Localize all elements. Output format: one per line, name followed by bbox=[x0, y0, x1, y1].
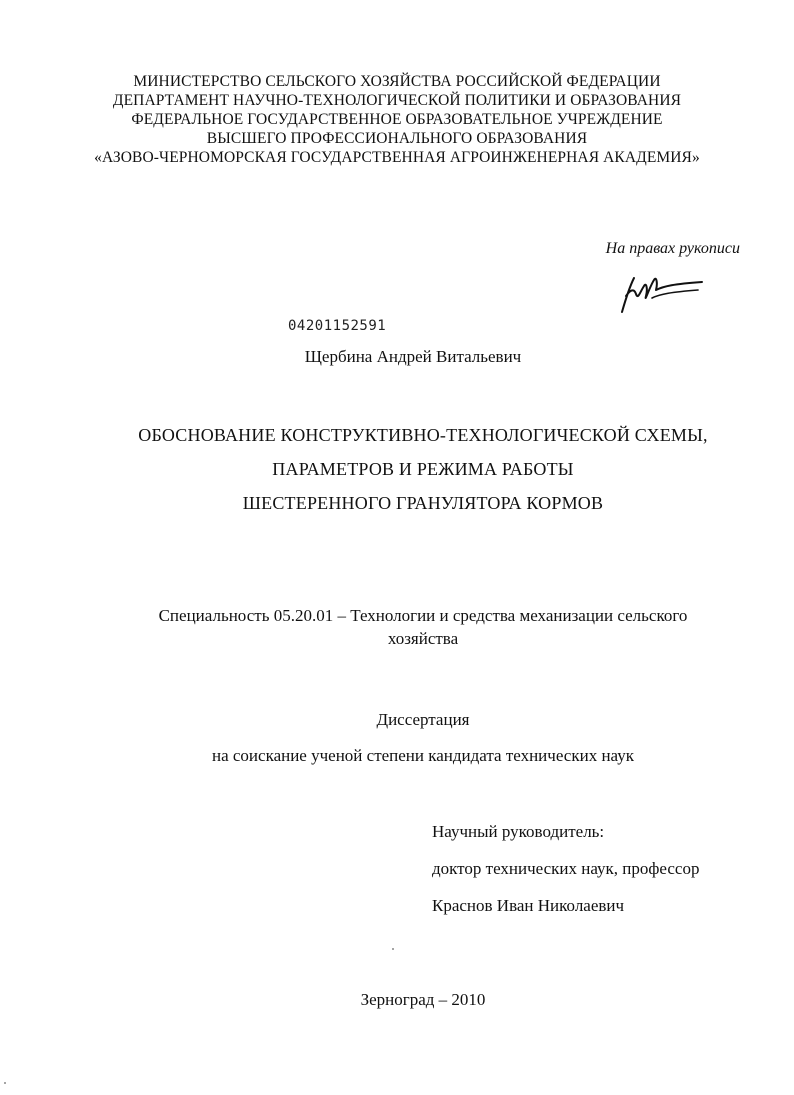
library-stamp-number: 04201152591 bbox=[288, 318, 387, 334]
title-line: ШЕСТЕРЕННОГО ГРАНУЛЯТОРА КОРМОВ bbox=[242, 493, 604, 513]
title-line: ПАРАМЕТРОВ И РЕЖИМА РАБОТЫ bbox=[272, 459, 574, 479]
manuscript-note: На правах рукописи bbox=[605, 240, 740, 257]
header-line: ФЕДЕРАЛЬНОЕ ГОСУДАРСТВЕННОЕ ОБРАЗОВАТЕЛЬНОЕ УЧРЕЖДЕНИЕ bbox=[131, 111, 663, 128]
title-line: ОБОСНОВАНИЕ КОНСТРУКТИВНО-ТЕХНОЛОГИЧЕСКОЙ СХЕМЫ, bbox=[138, 425, 708, 445]
header-line: ДЕПАРТАМЕНТ НАУЧНО-ТЕХНОЛОГИЧЕСКОЙ ПОЛИТИКИ И ОБРАЗОВАНИЯ bbox=[112, 92, 682, 109]
author-name: Щербина Андрей Витальевич bbox=[304, 347, 522, 366]
signature-icon bbox=[612, 268, 708, 318]
speciality bbox=[0, 604, 794, 650]
dissertation-block bbox=[0, 702, 794, 774]
speciality-line: Специальность 05.20.01 – Технологии и средства механизации сельского bbox=[158, 606, 688, 625]
scan-speck bbox=[4, 1082, 6, 1084]
supervisor-degree: доктор технических наук, профессор bbox=[432, 859, 700, 878]
supervisor-name: Краснов Иван Николаевич bbox=[432, 896, 625, 915]
dissertation-label: Диссертация bbox=[376, 710, 470, 729]
scan-speck bbox=[392, 948, 394, 950]
dissertation-title bbox=[0, 418, 794, 520]
header-line: МИНИСТЕРСТВО СЕЛЬСКОГО ХОЗЯЙСТВА РОССИЙСКОЙ ФЕДЕРАЦИИ bbox=[133, 73, 661, 90]
speciality-line: хозяйства bbox=[387, 629, 459, 648]
header-line: ВЫСШЕГО ПРОФЕССИОНАЛЬНОГО ОБРАЗОВАНИЯ bbox=[206, 130, 588, 147]
institution-header bbox=[0, 72, 794, 167]
dissertation-purpose: на соискание ученой степени кандидата технических наук bbox=[211, 746, 634, 765]
supervisor-block bbox=[432, 813, 699, 924]
supervisor-label: Научный руководитель: bbox=[432, 822, 605, 841]
header-line: «АЗОВО-ЧЕРНОМОРСКАЯ ГОСУДАРСТВЕННАЯ АГРОИНЖЕНЕРНАЯ АКАДЕМИЯ» bbox=[94, 149, 700, 166]
place-and-year: Зерноград – 2010 bbox=[360, 990, 486, 1009]
